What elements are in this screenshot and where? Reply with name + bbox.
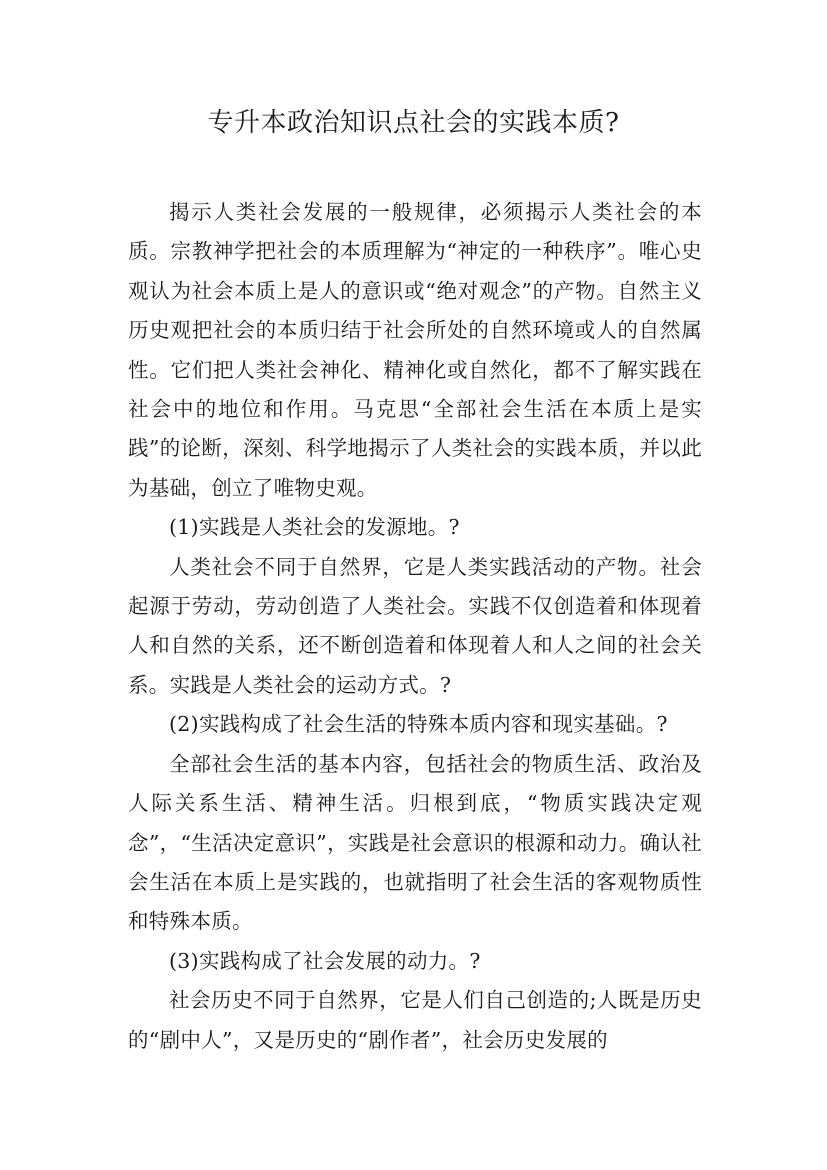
document-body bbox=[128, 193, 702, 1060]
section-heading-1: (1)实践是人类社会的发源地。? bbox=[169, 515, 460, 540]
paragraph-2: 全部社会生活的基本内容，包括社会的物质生活、政治及人际关系生活、精神生活。归根到底，“物质实践决定观念”，“生活决定意识”，实践是社会意识的根源和动力。确认社会生活在本质上是实践的，也就指明了社会生活的客观物质性和特殊本质。 bbox=[128, 751, 702, 934]
section-heading-3: (3)实践构成了社会发展的动力。? bbox=[169, 948, 481, 973]
paragraph-intro: 揭示人类社会发展的一般规律，必须揭示人类社会的本质。宗教神学把社会的本质理解为“神定的一种秩序”。唯心史观认为社会本质上是人的意识或“绝对观念”的产物。自然主义历史观把社会的本质归结于社会所处的自然环境或人的自然属性。它们把人类社会神化、精神化或自然化，都不了解实践在社会中的地位和作用。马克思“全部社会生活在本质上是实践”的论断，深刻、科学地揭示了人类社会的实践本质，并以此为基础，创立了唯物史观。 bbox=[128, 200, 702, 500]
paragraph-3: 社会历史不同于自然界，它是人们自己创造的;人既是历史的“剧中人”，又是历史的“剧作者”，社会历史发展的 bbox=[128, 988, 702, 1052]
paragraph-1: 人类社会不同于自然界，它是人类实践活动的产物。社会起源于劳动，劳动创造了人类社会。实践不仅创造着和体现着人和自然的关系，还不断创造着和体现着人和人之间的社会关系。实践是人类社会的运动方式。? bbox=[128, 554, 702, 697]
document-title: 专升本政治知识点社会的实践本质? bbox=[207, 108, 620, 138]
section-heading-2: (2)实践构成了社会生活的特殊本质内容和现实基础。? bbox=[169, 712, 668, 737]
